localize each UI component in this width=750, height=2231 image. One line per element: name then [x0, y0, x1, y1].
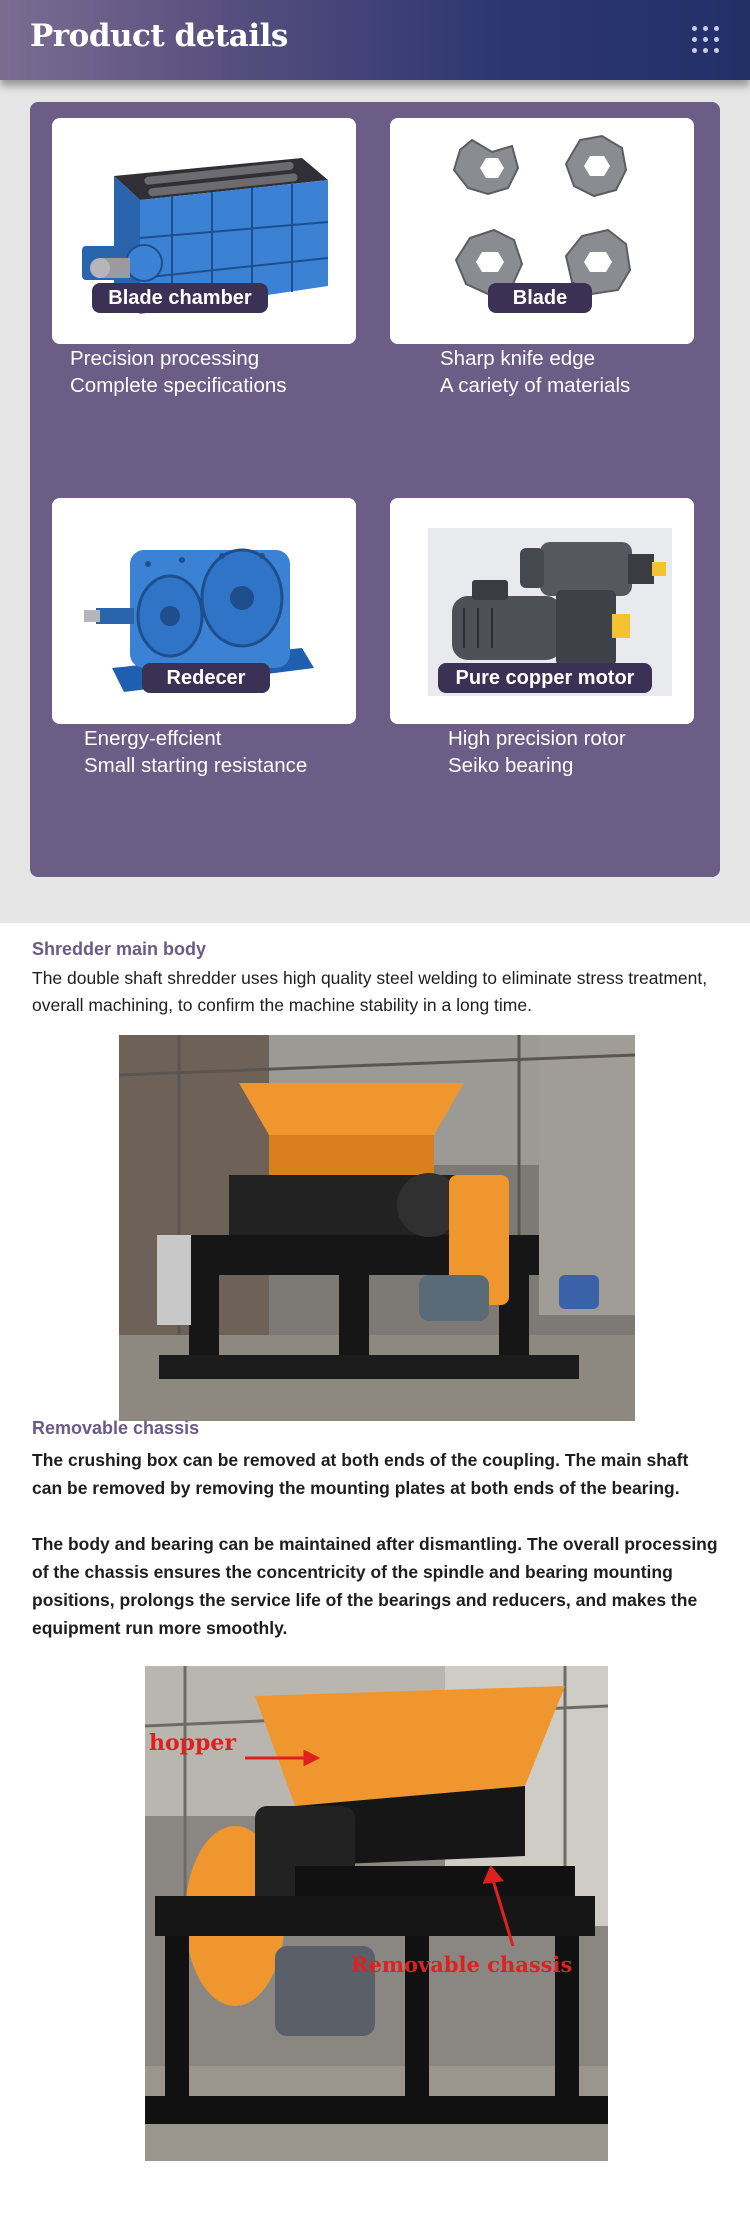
section-removable-chassis [0, 1408, 750, 2231]
feature-band [0, 80, 750, 923]
feature-text-blade-chamber: Strict selection of materials. Precision processing Complete specifications [70, 319, 321, 397]
feature-label-blade-chamber: Blade chamber [92, 283, 268, 313]
section-text-chassis-2: The body and bearing can be maintained after dismantling. The overall processing of the chassis ensures the concentricity of the spindle and bearing mounting positions, prolongs the service life of the bearings and reducers, and makes the equipment run more smoothly. [32, 1534, 718, 1638]
feature-text-reducer: Cast steel vody durable Energy-effcient Small starting resistance [84, 699, 308, 777]
feature-label-reducer: Redecer [142, 663, 270, 693]
annotation-removable-chassis: Removable chassis [351, 1952, 573, 1977]
section-title-main-body: Shredder main body [32, 939, 207, 959]
page-header [0, 0, 750, 80]
shredder-photo-1 [119, 1035, 635, 1421]
feature-text-motor: All copper coil High precision rotor Seiko bearing [448, 699, 626, 777]
section-text-main-body: The double shaft shredder uses high quality steel welding to eliminate stress treatment, overall machining, to confirm the machine stability in a long time. [32, 968, 708, 1015]
feature-text-blade: High quality material Sharp knife edge A cariety of materials [440, 319, 631, 397]
feature-label-blade: Blade [488, 283, 592, 313]
shredder-main-body-photo [119, 1035, 635, 1421]
grid-dots-icon[interactable] [692, 26, 722, 56]
feature-panel [30, 102, 720, 877]
removable-chassis-photo [145, 1666, 608, 2161]
page-title: Product details [30, 18, 288, 54]
section-title-chassis: Removable chassis [32, 1418, 200, 1438]
section-text-chassis-1: The crushing box can be removed at both ends of the coupling. The main shaft can be removed by removing the mounting plates at both ends of the bearing. [32, 1450, 689, 1498]
feature-label-motor: Pure copper motor [438, 663, 652, 693]
section-main-body [0, 923, 750, 1408]
annotation-hopper: hopper [149, 1730, 237, 1756]
